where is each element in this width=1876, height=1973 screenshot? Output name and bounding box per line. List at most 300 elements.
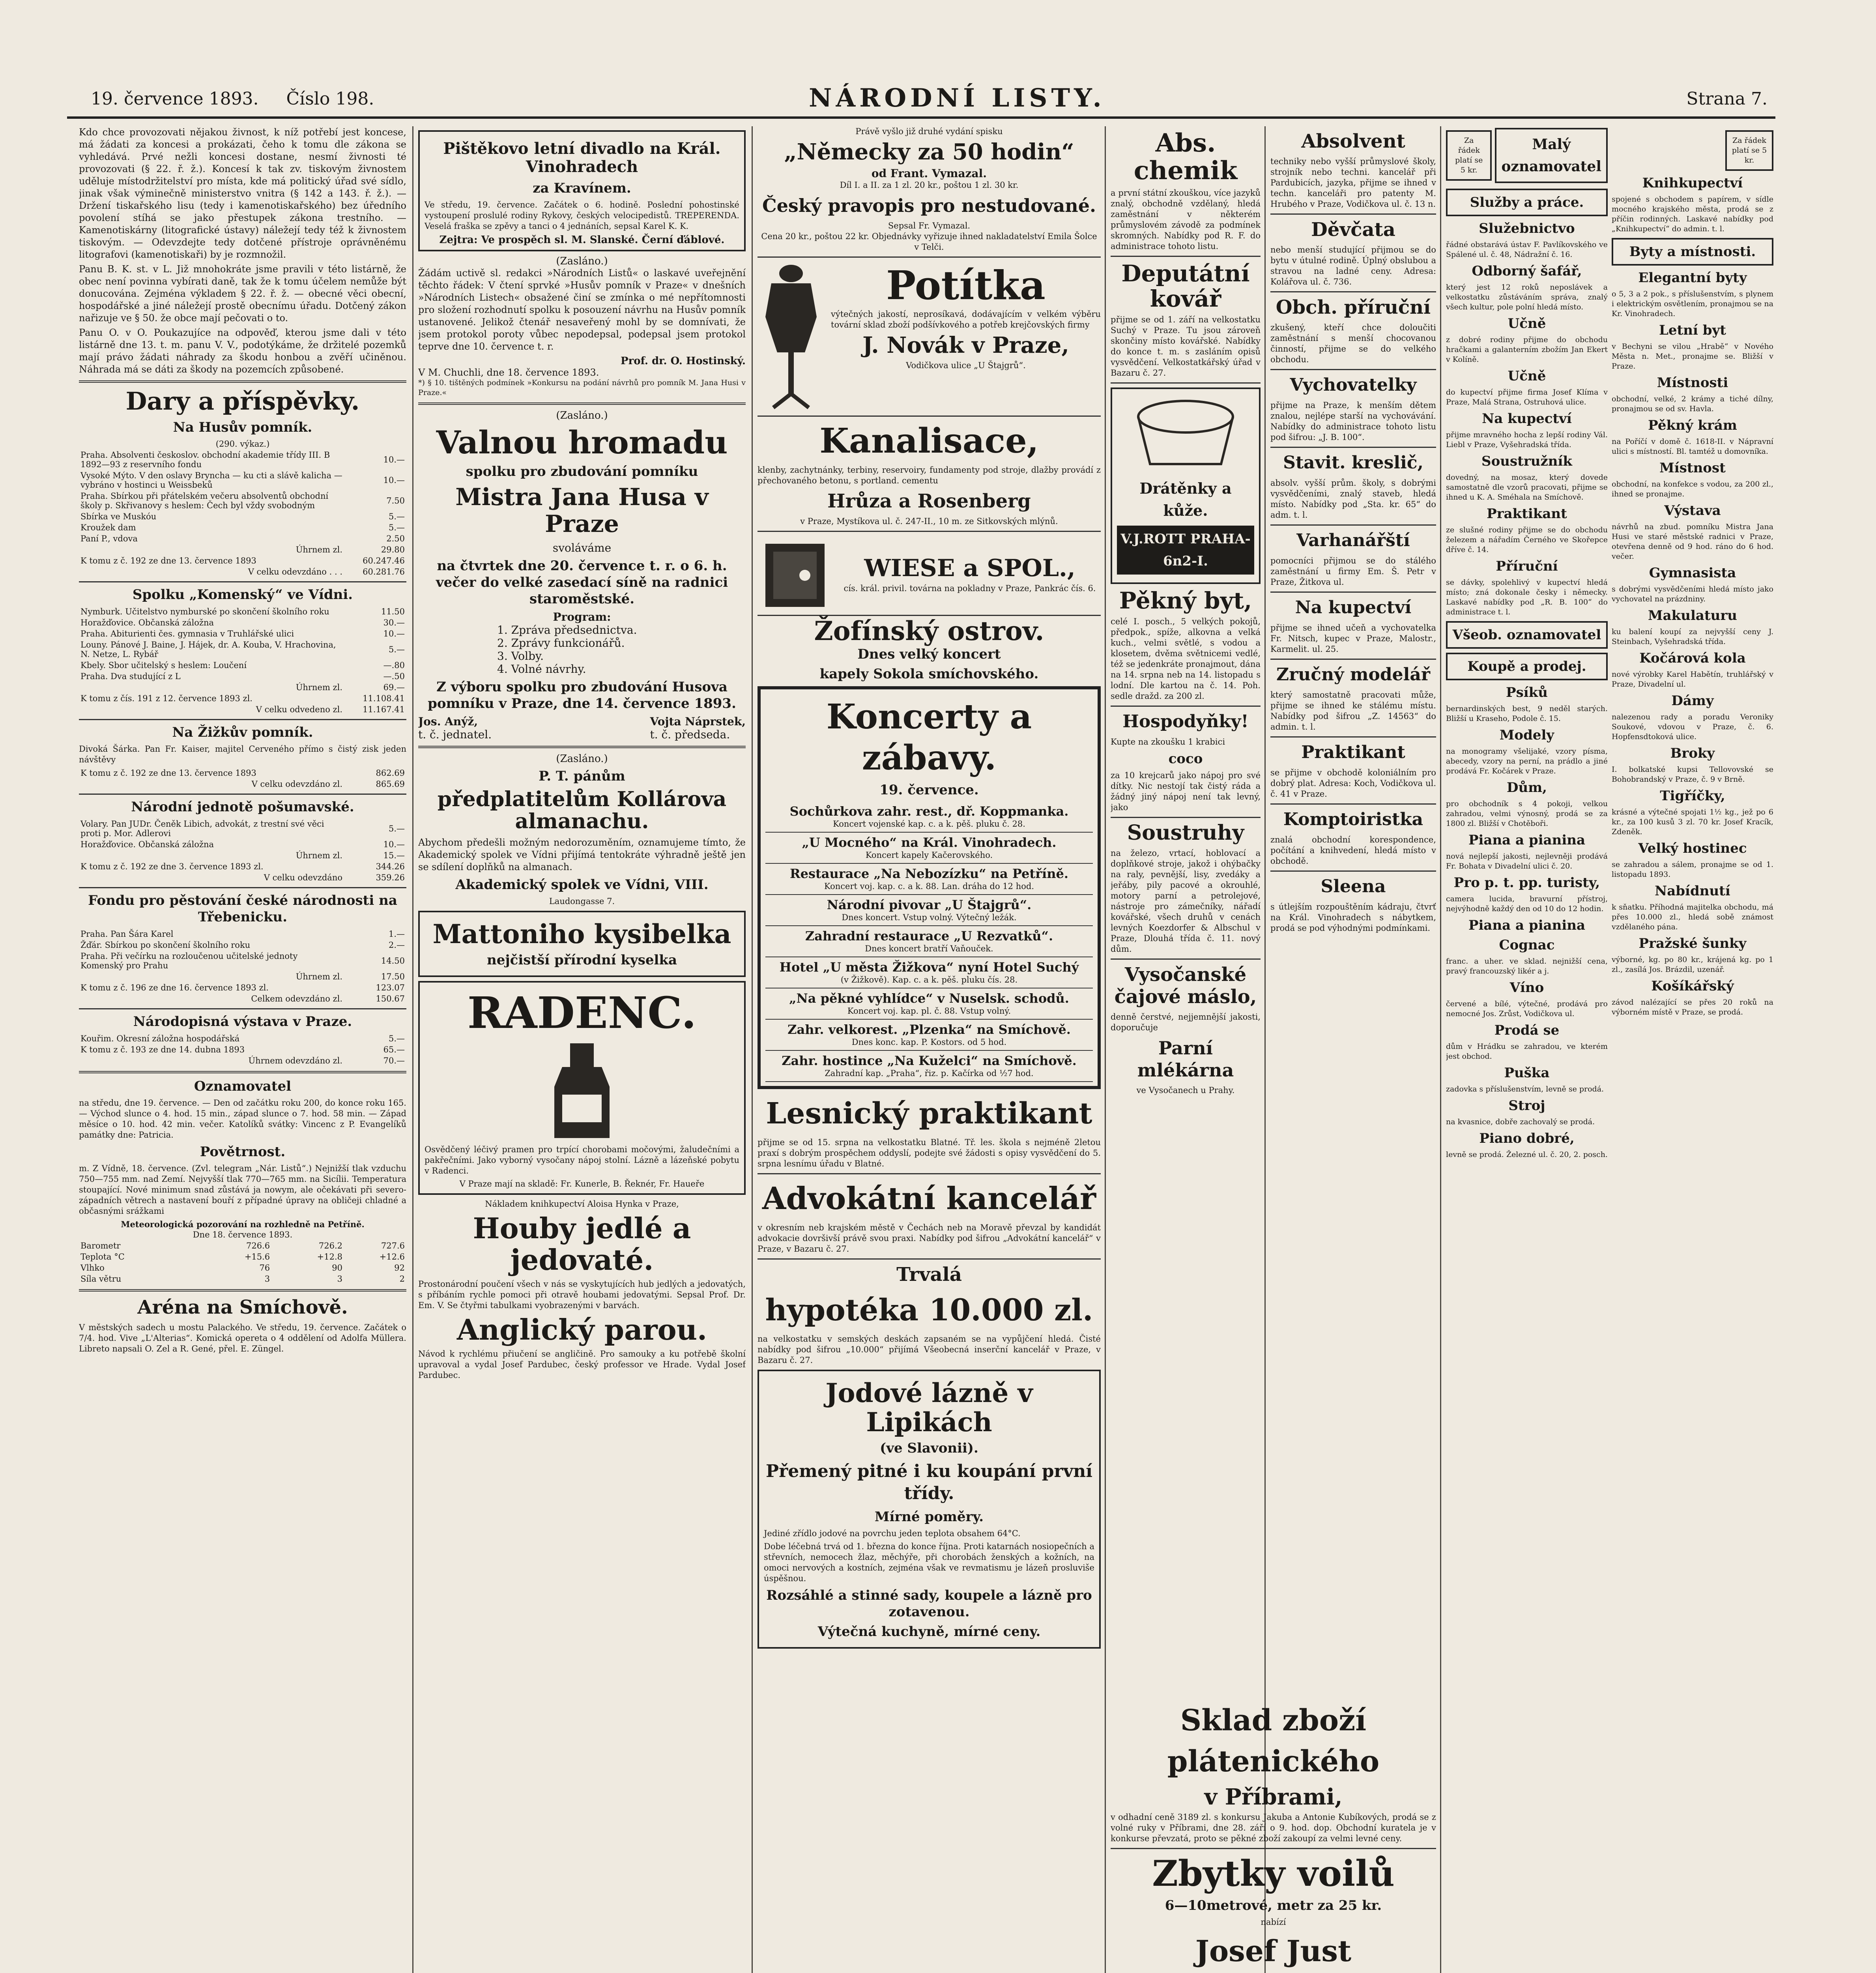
ad-brand: coco xyxy=(1168,751,1203,767)
ad-title: Český pravopis pro nestudované. xyxy=(762,195,1096,216)
ad-text: přijme se ihned učeň a vychovatelka Fr. Nitsch, kupec v Praze, Malostr., Karmelit. ul. 25. xyxy=(1270,623,1436,654)
divider xyxy=(1270,803,1436,805)
ad-text: klenby, zachytnánky, terbiny, reservoiry, fundamenty pod stroje, dlažby provádí z přechovaného betonu, s portland. cementu xyxy=(758,465,1101,485)
donation-totals xyxy=(79,544,406,577)
row-label: Horažďovice. Občanská záložna xyxy=(80,618,214,627)
ad-subtitle: (ve Slavonii). xyxy=(880,1440,978,1456)
donation-totals xyxy=(79,1055,406,1066)
section-title: Dary a příspěvky. xyxy=(125,387,360,416)
ad-text: krásné a výtečné spojati 1½ kg., jež po 6 kr., za 100 kusů 3 zl. 70 kr. Josef Kracík, Zdeněk. xyxy=(1612,808,1773,836)
ad-text: franc. a uher. ve sklad. nejnižší cena, pravý francouzský likér a j. xyxy=(1446,957,1608,975)
donation-table xyxy=(79,449,406,544)
total-label: Úhrnem zl. xyxy=(296,545,342,554)
meteo-title: Meteorologická pozorování na rozhledně na Petříně. xyxy=(121,1219,365,1229)
concert-venue: Hotel „U města Žižkova“ nyní Hotel Suchý xyxy=(779,960,1079,975)
donation-row xyxy=(79,951,406,971)
ad-title: Absolvent xyxy=(1301,130,1405,152)
concert-entry xyxy=(765,1020,1093,1051)
divider xyxy=(79,794,406,795)
ad-text: na Poříčí v domě č. 1618-II. v Nápravní ulici s místností. Bl. tamtéž u domovníka. xyxy=(1612,437,1773,456)
ad-text: v okresním neb krajském městě v Čechách neb na Moravě převzal by kandidát advokacie dovršivší právě svou praxi. Nabídky pod šifrou „Advokátní kancelář“ v Praze, v Bazaru č. 27. xyxy=(758,1223,1101,1254)
donation-row xyxy=(79,671,406,682)
row-label: Teplota °C xyxy=(80,1252,125,1262)
row-value: 11.50 xyxy=(381,607,405,616)
ad-address: ve Vysočanech u Prahy. xyxy=(1136,1086,1235,1095)
divider xyxy=(79,719,406,720)
ad-text: řádné obstarává ústav F. Pavlíkovského ve Spálené ul. č. 48, Nádražní č. 16. xyxy=(1446,240,1608,259)
concert-entry xyxy=(765,1051,1093,1082)
page-number: Strana 7. xyxy=(1686,89,1768,109)
ad-text: nová nejlepší jakosti, nejlevněji prodává Fr. Bohata v Divadelní ulici č. 20. xyxy=(1446,852,1608,870)
notice-address: Laudongasse 7. xyxy=(549,897,615,906)
signature-role: t. č. jednatel. xyxy=(418,728,492,741)
ad-title: Cognac xyxy=(1499,937,1555,953)
row-value: 2.— xyxy=(388,940,405,950)
meteo-row xyxy=(79,1240,406,1251)
meeting-title: Valnou hromadu xyxy=(436,424,728,461)
ad-text: o 5, 3 a 2 pok., s příslušenstvím, s plynem i elektrickým osvětlením, pronajmou se na Kr. Vinohradech. xyxy=(1612,290,1773,318)
ad-price: Díl I. a II. za 1 zl. 20 kr., poštou 1 zl. 30 kr. xyxy=(840,180,1019,190)
ad-text: dům v Hrádku se zahradou, ve kterém jest obchod. xyxy=(1446,1042,1608,1061)
letter-signature: Prof. dr. O. Hostinský. xyxy=(621,355,746,367)
category-title: Služby a práce. xyxy=(1446,189,1608,216)
signature-name: Vojta Náprstek, xyxy=(650,715,746,728)
ad-title: Psíků xyxy=(1506,685,1548,700)
row-value: +15.6 xyxy=(244,1252,270,1262)
divider xyxy=(758,531,1101,532)
ad-text: nebo menší studující přijmou se do bytu v útulné rodině. Úplný obslubou a stravou na ladné ceny. Adresa: Kolářova ul. č. 736. xyxy=(1270,245,1436,286)
row-label: Barometr xyxy=(80,1241,121,1250)
donation-row xyxy=(79,470,406,490)
ad-text: na kvasnice, dobře zachovalý se prodá. xyxy=(1446,1118,1595,1126)
row-label: Nymburk. Učitelstvo nymburské po skončení školního roku xyxy=(80,607,329,616)
ad-subtitle: Výtečná kuchyně, mírné ceny. xyxy=(817,1624,1041,1640)
total-value: 150.67 xyxy=(376,994,405,1003)
total-label: V celku odvedeno zl. xyxy=(256,705,342,714)
ad-text: přijme se od 15. srpna na velkostatku Blatné. Tř. les. škola s nejméně 2letou praxí s dobrým prospěchem oddyslí, podejte své žádosti s opisy vysvědčení do 5. srpna lesnímu úřadu v Blatné. xyxy=(758,1138,1101,1168)
ad-title: Na kupectví xyxy=(1482,411,1572,427)
row-value: +12.8 xyxy=(317,1252,342,1262)
row-label: Praha. Absolventi českoslov. obchodní akademie třídy III. B 1892—93 z reservního fondu xyxy=(80,450,330,469)
donation-row xyxy=(79,533,406,544)
row-value: 30.— xyxy=(383,618,405,627)
row-value: 76 xyxy=(259,1263,270,1273)
row-value: 1.— xyxy=(388,929,405,939)
concert-details: Dnes koncert. Vstup volný. Výtečný ležák. xyxy=(842,913,1017,922)
rate-box: Za řádek platí se 5 kr. xyxy=(1725,130,1773,171)
ad-title: Víno xyxy=(1509,980,1544,996)
ad-title: Košíkářský xyxy=(1651,978,1734,994)
concert-details: Koncert voj. kap. pl. č. 88. Vstup volný. xyxy=(847,1006,1011,1016)
ad-text: obchodní, na konfekce s vodou, za 200 zl., ihned se pronajme. xyxy=(1612,480,1773,498)
column-1 xyxy=(79,126,406,1973)
mattoni-ad xyxy=(418,911,746,977)
row-value: 3 xyxy=(337,1274,342,1284)
row-value: +12.6 xyxy=(379,1252,405,1262)
page-header xyxy=(67,73,1775,119)
row-label: Praha. Dva studující z L xyxy=(80,672,181,681)
donation-row xyxy=(79,818,406,839)
row-label: Kouřim. Okresní záložna hospodářská xyxy=(80,1034,240,1043)
row-label: Volary. Pan JUDr. Čeněk Libich, advokát, z trestní své věci proti p. Mor. Adlerovi xyxy=(80,819,324,838)
column-5 xyxy=(1270,126,1436,1973)
ad-title: Sleena xyxy=(1320,876,1386,897)
notice-sign: Akademický spolek ve Vídni, VIII. xyxy=(455,877,709,893)
ad-title: Nabídnutí xyxy=(1655,883,1730,899)
ad-title: Na kupectví xyxy=(1295,597,1412,618)
ad-title: Pěkný krám xyxy=(1648,417,1737,433)
divider xyxy=(758,416,1101,417)
ad-text: s útlejším rozpouštěním kádraju, čtvrť na Král. Vinohradech s nábytkem, prodá se pod výhodnými podmínkami. xyxy=(1270,902,1436,933)
wire-basket-illustration xyxy=(1126,393,1245,472)
row-value: 726.2 xyxy=(318,1241,342,1250)
ad-text: na velkostatku v semských deskách zapsaném se na vypůjčení hledá. Čisté nabídky pod šifrou „10.000“ přijímá Všeobecná inserční kancelář v Praze, v Bazaru č. 27. xyxy=(758,1334,1101,1365)
ad-text: závod nalézající se přes 20 roků na výborném místě v Praze, se prodá. xyxy=(1612,998,1773,1016)
row-value: 726.6 xyxy=(246,1241,270,1250)
divider xyxy=(758,1258,1101,1260)
total-value: 15.— xyxy=(383,851,405,860)
column-6 xyxy=(1446,126,1777,1973)
signatures xyxy=(418,715,746,741)
program-item: 1. Zpráva předsednictva. xyxy=(497,623,637,636)
total-label: V celku odevzdáno xyxy=(264,873,342,882)
ad-text: který jest 12 roků neposlávek a velkostatku zůstáváním správa, znalý všech kultur, pole polní hledá místo. xyxy=(1446,283,1608,311)
ad-company: Josef Just xyxy=(1195,1934,1352,1968)
total-value: 60.281.76 xyxy=(363,567,405,577)
donation-row xyxy=(79,522,406,533)
ad-title: Potítka xyxy=(886,262,1046,309)
concert-entry xyxy=(765,895,1093,926)
ad-title: WIESE a SPOL., xyxy=(864,554,1075,582)
concert-entry xyxy=(765,864,1093,895)
row-label: Paní P., vdova xyxy=(80,534,138,543)
meeting-call: svoláváme xyxy=(552,541,612,554)
ad-title: Knihkupectví xyxy=(1642,175,1743,191)
ad-title: Dámy xyxy=(1671,693,1714,709)
concerts-box xyxy=(758,686,1101,1089)
ad-text: nabízí xyxy=(1261,1917,1286,1927)
column-2 xyxy=(418,126,746,1973)
ad-title: Aréna na Smíchově. xyxy=(137,1296,348,1318)
ad-intro: Právě vyšlo již druhé vydání spisku xyxy=(855,127,1003,136)
subsection-title: Národní jednotě pošumavské. xyxy=(131,799,354,815)
ad-title: Abs. chemik xyxy=(1133,128,1238,185)
book-title: Anglický parou. xyxy=(456,1313,707,1346)
concert-entry xyxy=(765,926,1093,957)
ad-title: Soustruhy xyxy=(1127,821,1244,845)
row-value: 727.6 xyxy=(381,1241,405,1250)
ad-title: Trvalá xyxy=(896,1264,962,1286)
ad-text: znalá obchodní korespondence, počítání a knihvedení, hledá místo v obchodě. xyxy=(1270,835,1436,866)
total-value: 11.167.41 xyxy=(363,705,405,714)
letter-footnote: *) § 10. tištěných podmínek »Konkursu na podání návrhů pro pomník M. Jana Husi v Praze.« xyxy=(418,378,746,397)
ad-title: Praktikant xyxy=(1301,742,1405,762)
ad-title: Děvčata xyxy=(1311,219,1395,241)
total-value: 70.— xyxy=(383,1056,405,1065)
row-label: Síla větru xyxy=(80,1274,122,1284)
meteo-date: Dne 18. července 1893. xyxy=(193,1230,293,1239)
total-value: 69.— xyxy=(383,683,405,692)
ad-text: pro obchodník s 4 pokoji, velkou zahradou, velmi výnosný, prodá se za 1800 zl. Bližší v Chotěboři. xyxy=(1446,799,1608,828)
ad-text: Jediné zřídlo jodové na povrchu jeden teplota obsahem 64°C. xyxy=(764,1529,1021,1538)
donation-row xyxy=(79,639,406,660)
meteo-row xyxy=(79,1251,406,1262)
donation-row xyxy=(79,1033,406,1044)
divider xyxy=(79,1289,406,1292)
donation-row xyxy=(79,617,406,628)
row-value: 10.— xyxy=(383,455,405,464)
donation-totals xyxy=(79,850,406,883)
ad-text: zkušený, kteří chce doloučiti zaměstnání s menší chocovanou činností, přijme se do velkého obchodu. xyxy=(1270,323,1436,364)
divider xyxy=(758,256,1101,258)
column-rule xyxy=(1440,126,1441,1973)
row-value: 92 xyxy=(394,1263,405,1273)
total-value: 60.247.46 xyxy=(363,556,405,565)
row-label: Žďár. Sbírkou po skončení školního roku xyxy=(80,940,251,950)
almanac-text: na středu, dne 19. července. — Den od začátku roku 200, do konce roku 165. — Východ slunce o 4. hod. 15 min., západ slunce o 7. hod. 58 min. — Západ měsíce o 10. hod. 42 min. večer. Katolíků svátky: Vincenc z P. Evangelíků památky dne: Patricia. xyxy=(79,1098,406,1140)
concert-entry xyxy=(765,833,1093,864)
ad-title: Stroj xyxy=(1508,1098,1545,1114)
column-3 xyxy=(758,126,1101,1973)
signature-name: Jos. Anýž, xyxy=(418,715,478,728)
book-text: Prostonárodní poučení všech v nás se vyskytujících hub jedlých a jedovatých, s příbáním rychle pomoci při otravě houbami jedovatými. Sepsal Prof. Dr. Em. V. Se čtyřmi tabulkami vyobrazenými v barvách. xyxy=(418,1279,746,1310)
subsection-title: Spolku „Komenský“ ve Vídni. xyxy=(132,587,353,603)
total-label: K tomu z čís. 191 z 12. července 1893 zl. xyxy=(80,694,253,703)
divider xyxy=(1270,291,1436,292)
ad-text: se přijme v obchodě koloniálním pro dobrý plat. Adresa: Koch, Vodičkova ul. č. 41 v Praze. xyxy=(1270,768,1436,799)
ad-title: Piano dobré, xyxy=(1479,1131,1575,1146)
ad-text: Kupte na zkoušku 1 krabici xyxy=(1111,737,1225,747)
ad-subtitle: 6—10metrové, metr za 25 kr. xyxy=(1165,1898,1382,1913)
ad-title: Sklad zboží plátenického xyxy=(1167,1703,1380,1778)
ad-subtitle: kapely Sokola smíchovského. xyxy=(819,666,1039,682)
notice-text: Abychom předešli možným nedorozuměním, oznamujeme tímto, že Akademický spolek ve Vídni přijímá tentokráte výhradně ještě jen se sdílení doplňků na almanach. xyxy=(418,837,746,872)
meteo-table xyxy=(79,1240,406,1284)
bottle-illustration xyxy=(539,1039,625,1142)
row-label: Vysoké Mýto. V den oslavy Bryncha — ku cti a slávě kalicha — vybráno v hostinci u Weissbeků xyxy=(80,471,342,490)
ad-address: cís. král. privil. továrna na pokladny v Praze, Pankrác čís. 6. xyxy=(844,583,1096,593)
total-label: Úhrnem zl. xyxy=(296,851,342,860)
small-ads-header xyxy=(1446,126,1608,185)
column-rule xyxy=(752,126,753,1973)
header-date-issue xyxy=(91,89,374,109)
row-label: Praha. Pan Šára Karel xyxy=(80,929,174,939)
ad-footer: Zejtra: Ve prospěch sl. M. Slanské. Černí ďáblové. xyxy=(439,234,725,246)
ad-company: V.J.ROTT PRAHA-6n2-I. xyxy=(1117,526,1254,575)
meteo-row xyxy=(79,1273,406,1284)
row-value: 10.— xyxy=(383,840,405,849)
row-label: Praha. Při večírku na rozloučenou učitelské jednoty Komenský pro Prahu xyxy=(80,951,298,970)
subsection-title: Na Žižkův pomník. xyxy=(172,724,313,740)
divider xyxy=(758,1173,1101,1174)
ad-text: k sňatku. Příhodná majitelka obchodu, má přes 10.000 zl., hledá sobě známost vzdělaného pána. xyxy=(1612,903,1773,931)
donation-row xyxy=(79,660,406,671)
donation-totals xyxy=(79,682,406,715)
ad-title: Obch. příruční xyxy=(1276,296,1431,318)
ad-text: a první státní zkouškou, více jazyků znalý, obchodně vzdělaný, hledá zaměstnání v některém průmyslovém závodě za podmínek skromných. Nabídky pod R. F. do administrace tohoto listu. xyxy=(1111,188,1261,251)
zaslano-label: (Zasláno.) xyxy=(556,410,608,421)
divider xyxy=(1270,447,1436,448)
total-value: 29.80 xyxy=(381,545,405,554)
divider xyxy=(1111,256,1261,257)
ad-text: přijme mravného hocha z lepší rodiny Vál. Liebl v Praze, Vyšehradská třída. xyxy=(1446,431,1608,449)
ad-title: Velký hostinec xyxy=(1638,840,1747,856)
donation-row xyxy=(79,449,406,470)
row-value: 14.50 xyxy=(381,956,405,966)
donation-table xyxy=(79,818,406,850)
ad-footer: V Praze mají na skladě: Fr. Kunerle, B. Řeknér, Fr. Haueře xyxy=(459,1179,705,1189)
ad-author: od Frant. Vymazal. xyxy=(871,167,987,180)
book-title: Houby jedlé a jedovaté. xyxy=(473,1211,691,1277)
ad-text: přijme se od 1. září na velkostatku Suchý v Praze. Tu jsou zároveň skončiny místo kovářské. Nabídky do konce t. m. s zasláním opisů vysvědčení. Velkostatkářský úřad v Bazaru č. 27. xyxy=(1111,315,1261,378)
row-label: Praha. Sbírkou při přátelském večeru absolventů obchodní školy p. Skřivanovy s heslem: Čech byl vždy svobodným xyxy=(80,491,329,510)
ad-title: Žofínský ostrov. xyxy=(814,616,1044,646)
row-value: 7.50 xyxy=(386,496,405,505)
donation-text: Divoká Šárka. Pan Fr. Kaiser, majitel Cerveného přímo s čistý zisk jeden návštěvy xyxy=(79,744,406,764)
donation-row xyxy=(79,1044,406,1055)
ad-title: Příruční xyxy=(1496,558,1558,574)
ad-subtitle: nejčistší přírodní kyselka xyxy=(486,952,677,968)
ad-title: Letní byt xyxy=(1659,322,1726,338)
ad-subtitle: Přemený pitné i ku koupání první třídy. xyxy=(766,1461,1092,1503)
ad-text: ku balení koupí za nejvyšší ceny J. Steinbach, Vyšehradská třída. xyxy=(1612,627,1773,646)
radenc-ad xyxy=(418,981,746,1195)
row-value: 10.— xyxy=(383,629,405,638)
weather-text: m. Z Vídně, 18. července. (Zvl. telegram „Nár. Listů“.) Nejnižší tlak vzduchu 750—755 mm. nad Zemí. Nejvyšší tlak 770—765 mm. na Sicílii. Temperatura stoupající. Nové minimum snad zůstává ja nowym, ale očekávati při severo-západních větrech a nastavení bouří z případné úpravy na obličeji chladné a občasnými srážkami xyxy=(79,1164,406,1216)
ad-title: Piana a pianina xyxy=(1468,917,1586,933)
ad-text: denně čerstvé, nejjemnější jakosti, doporučuje xyxy=(1111,1012,1261,1032)
donation-row xyxy=(79,511,406,522)
concert-venue: „Na pěkné vyhlídce“ v Nuselsk. schodů. xyxy=(789,991,1069,1006)
ad-text: levně se prodá. Železné ul. č. 20, 2. posch. xyxy=(1446,1150,1608,1159)
total-value: 17.50 xyxy=(381,972,405,981)
meeting-subtitle: spolku pro zbudování pomníku xyxy=(466,464,698,479)
total-label: Úhrnem odevzdáno zl. xyxy=(248,1056,342,1065)
row-value: 3 xyxy=(264,1274,270,1284)
ad-text: přijme na Praze, k menším dětem znalou, nejlépe starší na vychovávání. Nabídky do administrace tohoto listu pod šifrou: „J. B. 100“. xyxy=(1270,401,1436,442)
ad-subtitle: Rozsáhlé a stinné sady, koupele a lázně pro zotavenou. xyxy=(766,1587,1092,1620)
small-ads-right xyxy=(1612,126,1773,1162)
ad-title: Dům, xyxy=(1506,780,1547,796)
ad-title: Gymnasista xyxy=(1649,565,1736,581)
concerts-date: 19. července. xyxy=(879,782,979,798)
total-label: Úhrnem zl. xyxy=(296,683,342,692)
ad-title: Pro p. t. pp. turisty, xyxy=(1453,875,1600,891)
ad-text: bernardinských best, 9 neděl starých. Bližší u Kraseho, Podole č. 15. xyxy=(1446,704,1608,723)
ad-text: který samostatně pracovati může, přijme se ihned ke stálému místu. Nabídky pod šifrou „Z. 14563“ do admin. t. l. xyxy=(1270,690,1436,732)
potitka-ad xyxy=(758,262,1101,412)
ad-text: Osvědčený léčivý pramen pro trpící chorobami močovými, žaludečními a pakřečními. Jako vyborný vysočany nápoj stolní. Lázně a lázeňské pobytu v Radenci. xyxy=(425,1145,739,1176)
section-title: Oznamovatel xyxy=(194,1078,292,1094)
divider xyxy=(1270,659,1436,660)
letters-answer: Kdo chce provozovati nějakou živnost, k níž potřebí jest koncese, má žádati za koncesi a prokázati, čeho k tomu dle zákona se vyhledává. Prvé nežli koncesi dostane, nesmí živnosti té provozovati (§ 22. ř. ž.). Koncesí k tak zv. tiskovým živnostem uděluje místodržitelství pro místa, kde má politický úřad své sídlo, jinak však výminečně ministerstvo vnitra (§ 142 a 143. ř. ž.). — Držení tiskařského lisu (tedy i kamenotiskařského) bez úředního povolení stíhá se jako přestupek zákona trestního. — Kamenotiskárny (litografické ústavy) náležejí tedy též k živnostem tiskovým. — Odevzdejte tedy dotčené přístroje oprávněnému litografovi (kamenotiskaři) by je rozmnožil. xyxy=(79,127,406,260)
ad-text: Ve středu, 19. července. Začátek o 6. hodině. Poslední pohostinské vystoupení proslulé rodiny Rykovy, českých velocipedistů. TREPERENDA. Veselá fraška se zpěvy a tanci o 4 jednáních, sepsal Karel K. K. xyxy=(425,200,739,231)
divider xyxy=(418,746,746,748)
ad-title: Místnost xyxy=(1659,460,1726,476)
divider xyxy=(79,1071,406,1073)
ad-text: se zahradou a sálem, pronajme se od 1. listopadu 1893. xyxy=(1612,860,1773,879)
ad-title: Pištěkovo letní divadlo na Král. Vinohradech xyxy=(443,139,721,176)
concert-details: Dnes koncert bratří Vaňouček. xyxy=(865,944,993,953)
letter-text: Žádám uctivě sl. redakci »Národních Listů« o laskavé uveřejnění těchto řádek: V čtení sprvké »Husův pomník v Praze« v dnešních »Národních Listech« obsažené činí se zmínka o mé nepřítomnosti pro složení rozhodnutí spolku k posouzení návrhu na Husův pomník ustanovené. Jelikož čtenář nesaveřený mohl by se domnívati, že jsem protokol poroty vůbec nepodepsal, podepsal jsem protokol teprve dne 10. července t. r. xyxy=(418,268,746,352)
ad-title: Advokátní kancelář xyxy=(762,1181,1096,1217)
total-label: Úhrnem zl. xyxy=(296,972,342,981)
small-ads-title: Malý oznamovatel xyxy=(1495,128,1608,183)
divider xyxy=(1270,870,1436,872)
ad-text: do kupectví přijme firma Josef Klíma v Praze, Malá Strana, Ostruhová ulice. xyxy=(1446,388,1608,406)
concert-venue: Zahr. velkorest. „Plzenka“ na Smíchově. xyxy=(787,1022,1071,1037)
ad-text: V městských sadech u mostu Palackého. Ve středu, 19. července. Začátek o 7/4. hod. Vive „L'Alterias“. Komická opereta o 4 oddělení od Adolfa Müllera. Libreto napsali O. Zel a R. Gené, přel. E. Züngel. xyxy=(79,1323,406,1353)
donation-row xyxy=(79,628,406,639)
ad-text: nalezenou rady a poradu Veroniky Soukové, vdovou v Praze, č. 6. Hopfensdtoková ulice. xyxy=(1612,713,1773,741)
divider xyxy=(1270,213,1436,215)
ad-text: výborné, kg. po 80 kr., krájená kg. po 1 zl., zasílá Jos. Brázdil, uzenář. xyxy=(1612,955,1773,974)
ad-title: Soustružník xyxy=(1481,453,1572,469)
ad-text: camera lucida, bravurní přístroj, nejvýhodně každý den od 10 do 12 hodin. xyxy=(1446,895,1608,913)
row-value: 65.— xyxy=(383,1045,405,1054)
row-label: Kroužek dam xyxy=(80,523,136,532)
program-item: 2. Zprávy funkcionářů. xyxy=(497,636,625,650)
zaslano-label: (Zasláno.) xyxy=(556,255,608,267)
total-value: 344.26 xyxy=(376,862,405,871)
ad-subtitle: Mírné poměry. xyxy=(874,1509,984,1525)
concerts-title: Koncerty a zábavy. xyxy=(826,697,1032,778)
meeting-name: Mistra Jana Husa v Praze xyxy=(455,483,709,538)
concert-details: Koncert voj. kap. c. a k. 88. Lan. dráha do 12 hod. xyxy=(824,882,1034,891)
total-value: 11.108.41 xyxy=(363,694,405,703)
divider xyxy=(1270,369,1436,370)
signature-role: t. č. předseda. xyxy=(650,728,730,741)
ad-text: I. bolkatské kupsi Tellovovské se Bohobrandský v Praze, č. 9 v Brně. xyxy=(1612,765,1773,784)
ad-text: celé I. posch., 5 velkých pokojů, předpok., spíže, alkovna a velká kuch., velmi světlé, s vodou a klosetem, dvěma světnicemi vedlé, též se jedenkráte pronajmout, dána na 14. srpna neb na 14. listopadu s lodní. Dle kartou na č. 14. Poh. sedle dražd. za 200 zl. xyxy=(1111,617,1261,701)
ad-text: nové výrobky Karel Habětín, truhlářský v Praze, Divadelní ul. xyxy=(1612,670,1773,689)
concert-venue: Národní pivovar „U Štajgrů“. xyxy=(827,897,1032,912)
concert-venue: Zahradní restaurace „U Rezvatků“. xyxy=(805,928,1053,943)
total-value: 865.69 xyxy=(376,779,405,789)
donation-table xyxy=(79,606,406,682)
rott-ad xyxy=(1111,387,1261,584)
ad-text: Dobe léčebná trvá od 1. března do konce října. Proti katarnách nosiopečních a střevních, nemocech žlaz, měchýře, při chorobách ženských a kožních, na omoci nervových a kostních, zejména však ve revmatismu je lázeň prosluviše úspěšnou. xyxy=(764,1542,1094,1583)
ad-title: Deputátní kovář xyxy=(1121,260,1250,312)
ad-title: Vychovatelky xyxy=(1290,375,1417,395)
donation-row xyxy=(79,928,406,940)
divider xyxy=(1270,524,1436,526)
ad-title: Zbytky voilů xyxy=(1152,1853,1395,1894)
divider xyxy=(1111,1848,1436,1849)
ad-text: v Bechyni se vilou „Hrabě“ v Nového Města n. Met., pronajme se. Bližší v Praze. xyxy=(1612,342,1773,371)
ad-title: Pěkný byt, xyxy=(1119,587,1252,614)
row-value: 5.— xyxy=(388,512,405,521)
divider xyxy=(1111,382,1261,384)
lipik-ad xyxy=(758,1370,1101,1649)
ad-author: Sepsal Fr. Vymazal. xyxy=(888,221,971,230)
total-label: Celkem odevzdáno zl. xyxy=(251,994,342,1003)
subsection-title: Na Husův pomník. xyxy=(173,419,312,435)
ad-title: Piana a pianina xyxy=(1468,832,1586,848)
category-title: Všeob. oznamovatel xyxy=(1446,621,1608,649)
letters-answer: Panu B. K. st. v L. Již mnohokráte jsme pravili v této listárně, že obec není povinna vybírati daně, tak že k tomu účelem nemůže být donucována. Zejména výkladem § 22. ř. ž. — obecné věci obecní, hospodářské a jiné náležejí prostě obecnímu úřadu. Dotčený zákon nařizuje ve § 50. že obce mají pečovati o to. xyxy=(79,264,406,324)
ad-title: Hospodyňky! xyxy=(1122,711,1249,732)
concert-details: Zahradní kap. „Praha“, řiz. p. Kačírka od ½7 hod. xyxy=(825,1069,1034,1078)
donation-table xyxy=(79,928,406,971)
ad-address: v Praze, Mystíkova ul. č. 247-II., 10 m. ze Sitkovských mlýnů. xyxy=(800,517,1058,526)
program-item: 3. Volby. xyxy=(497,650,544,663)
ad-text: za 10 krejcarů jako nápoj pro své dítky. Nic nestojí tak čistý ráda a žádný jiný nápoj není tak levný, jako xyxy=(1111,771,1261,812)
total-label: K tomu z č. 192 ze dne 13. července 1893 xyxy=(80,556,256,565)
committee-line: Z výboru spolku pro zbudování Husova pomníku v Praze, dne 14. července 1893. xyxy=(428,679,736,711)
ad-company: J. Novák v Praze, xyxy=(862,332,1069,358)
ad-price: Cena 20 kr., poštou 22 kr. Objednávky vyřizuje ihned nakladatelství Emila Šolce v Telči. xyxy=(761,232,1097,252)
